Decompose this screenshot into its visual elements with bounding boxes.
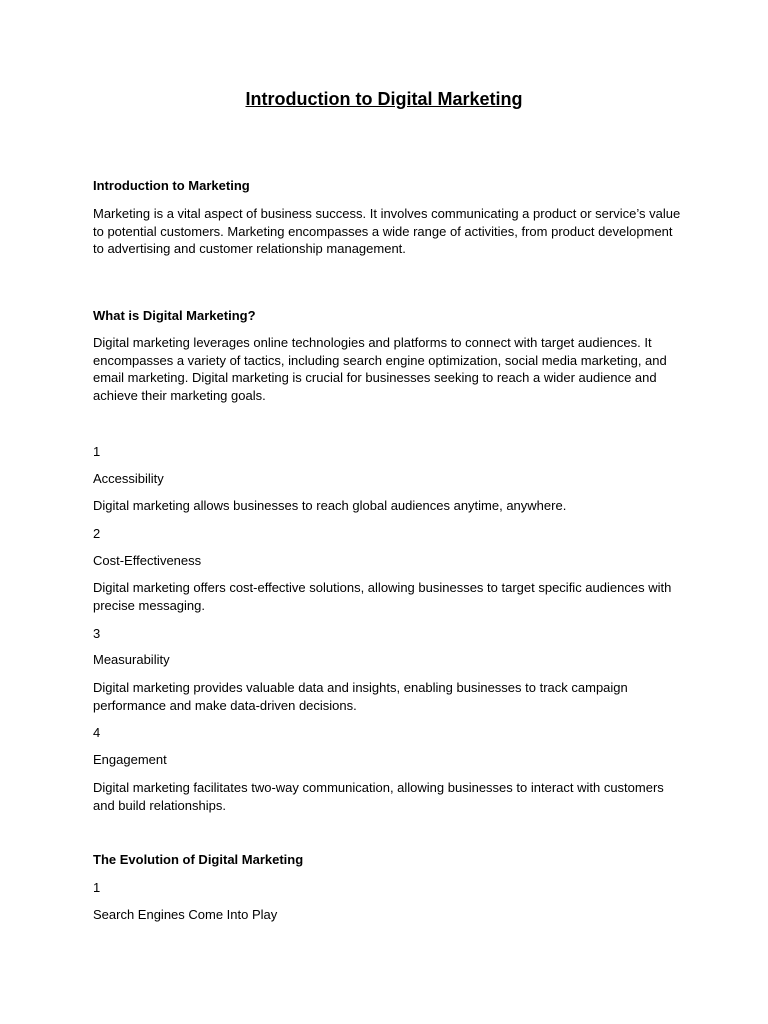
intro-heading: Introduction to Marketing bbox=[93, 178, 250, 193]
intro-paragraph: Marketing is a vital aspect of business success. It involves communicating a product or service’s value to potential customers. Marketing encompasses a wide range of activities, from product development to advertising and customer relationship management. bbox=[93, 206, 681, 257]
benefit-title: Measurability bbox=[93, 652, 170, 667]
benefit-description: Digital marketing offers cost-effective solutions, allowing businesses to target specific audiences with precise messaging. bbox=[93, 580, 672, 613]
what-paragraph: Digital marketing leverages online technologies and platforms to connect with target audiences. It encompasses a variety of tactics, including search engine optimization, social media marketing, and email marketing. Digital marketing is crucial for businesses seeking to reach a wider audience and achieve their marketing goals. bbox=[93, 335, 667, 403]
benefit-title: Accessibility bbox=[93, 471, 164, 486]
benefit-number: 3 bbox=[93, 626, 101, 641]
benefit-description: Digital marketing provides valuable data and insights, enabling businesses to track campaign performance and make data-driven decisions. bbox=[93, 680, 628, 713]
evolution-heading: The Evolution of Digital Marketing bbox=[93, 852, 304, 867]
benefit-number: 1 bbox=[93, 444, 101, 459]
benefit-description: Digital marketing facilitates two-way communication, allowing businesses to interact with customers and build relationships. bbox=[93, 780, 664, 813]
what-heading: What is Digital Marketing? bbox=[93, 308, 256, 323]
document-title: Introduction to Digital Marketing bbox=[245, 89, 523, 109]
evolution-number: 1 bbox=[93, 880, 101, 895]
benefit-title: Cost-Effectiveness bbox=[93, 553, 202, 568]
benefit-description: Digital marketing allows businesses to reach global audiences anytime, anywhere. bbox=[93, 498, 567, 513]
benefit-title: Engagement bbox=[93, 752, 167, 767]
benefit-number: 2 bbox=[93, 526, 101, 541]
benefit-number: 4 bbox=[93, 725, 101, 740]
evolution-title: Search Engines Come Into Play bbox=[93, 907, 278, 922]
